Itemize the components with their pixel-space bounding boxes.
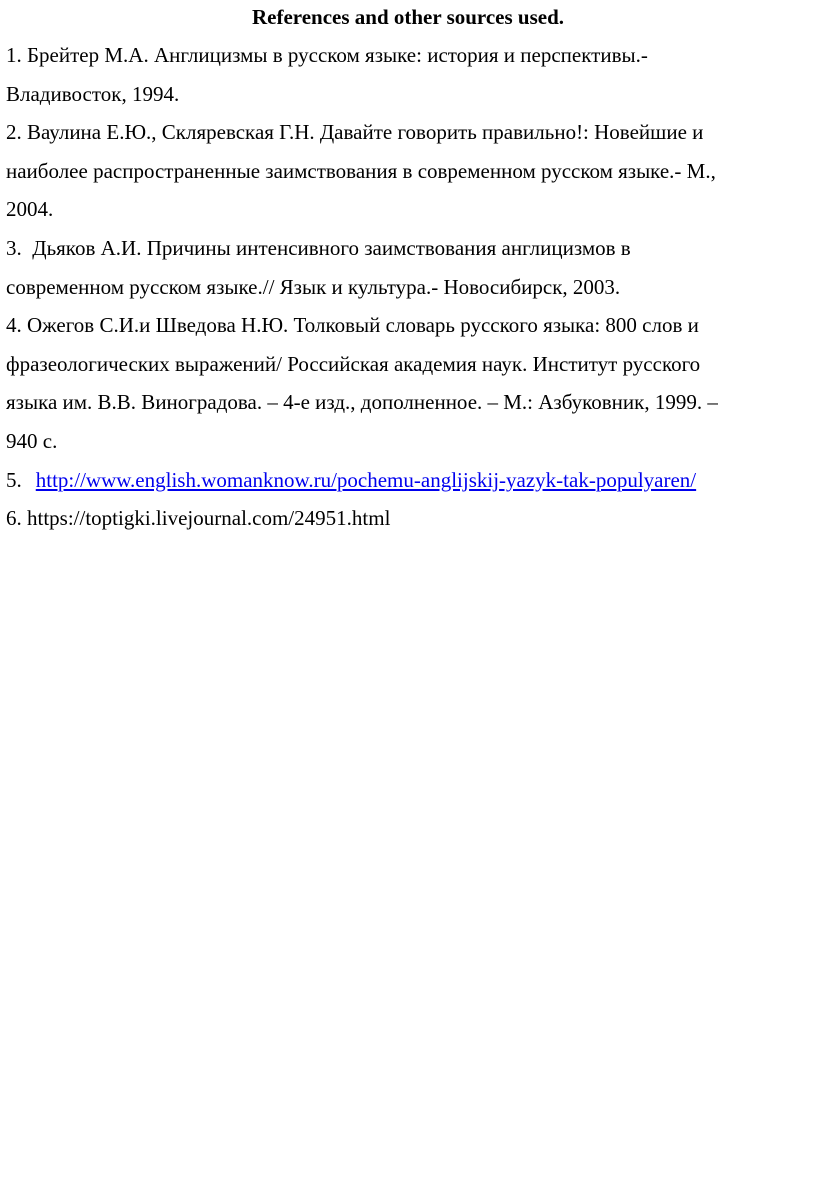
page-title: References and other sources used. bbox=[251, 5, 565, 29]
reference-2-line-3: 2004. bbox=[6, 197, 54, 222]
reference-1-line-2: Владивосток, 1994. bbox=[6, 81, 180, 106]
reference-3-line-2: современном русском языке.// Язык и культура.- Новосибирск, 2003. bbox=[6, 274, 621, 299]
reference-5-link[interactable]: http://www.english.womanknow.ru/pochemu-anglijskij-yazyk-tak-populyaren/ bbox=[35, 467, 697, 492]
reference-5 bbox=[6, 461, 806, 500]
reference-3-line-1: 3. Дьяков А.И. Причины интенсивного заимствования англицизмов в bbox=[6, 235, 631, 260]
reference-4-line-4: 940 с. bbox=[6, 428, 58, 453]
reference-2-line-1: 2. Ваулина Е.Ю., Скляревская Г.Н. Давайте говорить правильно!: Новейшие и bbox=[6, 120, 704, 145]
reference-2-line-2: наиболее распространенные заимствования в современном русском языке.- М., bbox=[6, 158, 716, 183]
reference-1-line-1: 1. Брейтер М.А. Англицизмы в русском языке: история и перспективы.- bbox=[6, 43, 648, 67]
reference-5-number: 5. bbox=[6, 467, 22, 492]
references-list bbox=[6, 36, 806, 538]
reference-4-line-1: 4. Ожегов С.И.и Шведова Н.Ю. Толковый словарь русского языка: 800 слов и bbox=[6, 313, 699, 338]
reference-4-line-3: языка им. В.В. Виноградова. – 4-е изд., дополненное. – М.: Азбуковник, 1999. – bbox=[6, 390, 718, 415]
reference-6: 6. https://toptigki.livejournal.com/24951.html bbox=[6, 506, 391, 531]
reference-4-line-2: фразеологических выражений/ Российская академия наук. Институт русского bbox=[6, 351, 701, 376]
